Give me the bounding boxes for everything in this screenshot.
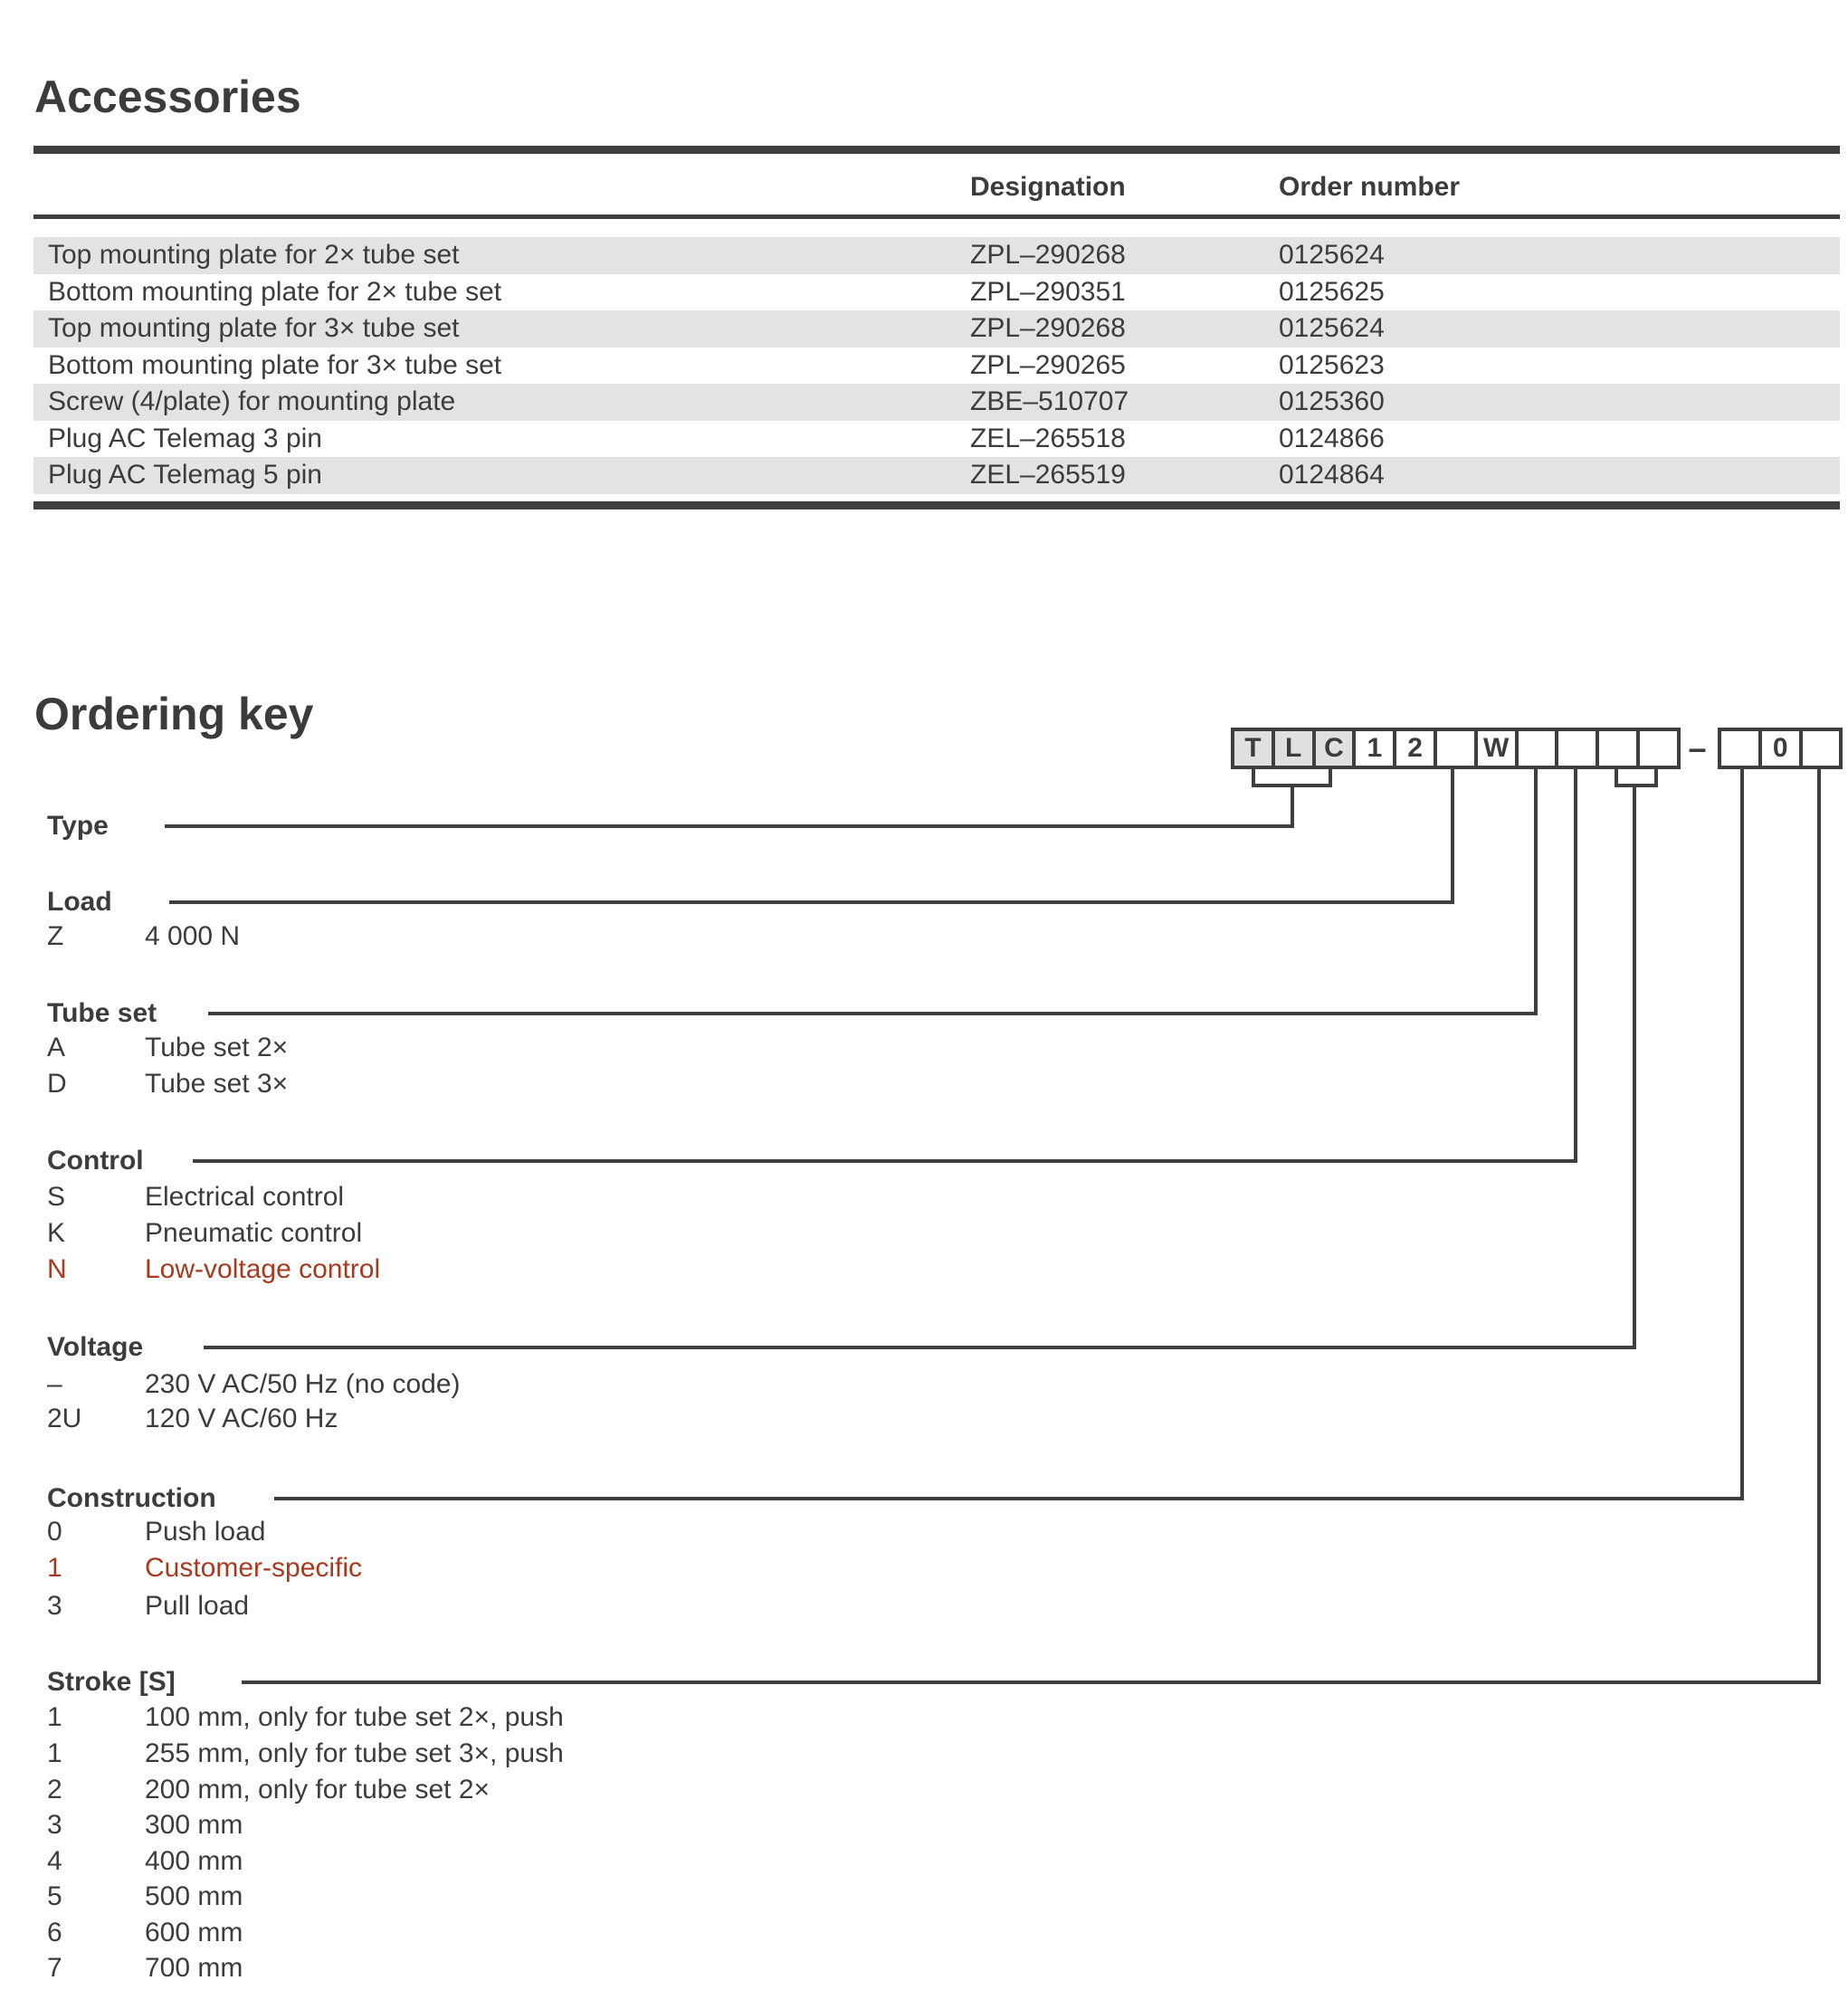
row-designation: ZPL–290268 (970, 313, 1126, 343)
row-designation: ZPL–290268 (970, 240, 1126, 270)
row-order-number: 0125623 (1279, 349, 1385, 380)
table-row (33, 237, 1840, 274)
row-designation: ZEL–265519 (970, 460, 1126, 490)
ordering-key-title: Ordering key (34, 688, 314, 739)
tube-set-leader-line (208, 1012, 1538, 1015)
control-leader-line (193, 1159, 1577, 1163)
load-leader-line (169, 900, 1454, 904)
row-name: Top mounting plate for 2× tube set (48, 240, 460, 270)
stroke-stem (1817, 769, 1821, 1684)
option-text: Push load (145, 1517, 266, 1547)
option-text: 100 mm, only for tube set 2×, push (145, 1702, 564, 1732)
column-header-designation: Designation (970, 172, 1126, 202)
option-code: A (47, 1033, 66, 1062)
row-name: Plug AC Telemag 3 pin (48, 423, 322, 453)
option-code: 4 (47, 1846, 62, 1876)
code-cell: 0 (1758, 728, 1803, 769)
row-order-number: 0125360 (1279, 386, 1385, 416)
option-text: Pull load (145, 1591, 250, 1621)
option-text: Electrical control (145, 1182, 345, 1212)
option-code: 7 (47, 1953, 62, 1983)
code-cell: L (1272, 728, 1316, 769)
section-label-tube-set: Tube set (47, 998, 157, 1028)
option-code: 0 (47, 1517, 62, 1547)
row-name: Plug AC Telemag 5 pin (48, 460, 322, 490)
option-text: Tube set 2× (145, 1033, 289, 1062)
section-label-voltage: Voltage (47, 1332, 144, 1362)
column-header-order-number: Order number (1279, 172, 1461, 202)
option-text: 120 V AC/60 Hz (145, 1404, 338, 1433)
row-designation: ZBE–510707 (970, 386, 1129, 416)
option-text: Tube set 3× (145, 1069, 289, 1099)
option-code: 2U (47, 1404, 82, 1433)
code-cell (1555, 728, 1599, 769)
code-cell: 1 (1352, 728, 1396, 769)
option-code: K (47, 1218, 66, 1248)
code-cell (1434, 728, 1478, 769)
row-designation: ZPL–290351 (970, 276, 1126, 307)
option-code: 3 (47, 1591, 62, 1621)
code-cell (1636, 728, 1681, 769)
section-label-stroke: Stroke [S] (47, 1667, 176, 1697)
option-text-highlighted: Customer-specific (145, 1553, 363, 1583)
option-code: 2 (47, 1775, 62, 1804)
row-order-number: 0124864 (1279, 460, 1385, 490)
option-text: Pneumatic control (145, 1218, 363, 1248)
option-code: Z (47, 921, 64, 951)
option-code: 1 (47, 1738, 62, 1768)
type-leader-line (165, 824, 1294, 828)
stroke-leader-line (242, 1681, 1821, 1684)
load-stem (1451, 769, 1454, 904)
table-row (33, 421, 1840, 458)
row-order-number: 0125624 (1279, 240, 1385, 270)
option-text: 700 mm (145, 1953, 243, 1983)
voltage-bracket-bottom (1615, 784, 1658, 787)
option-text: 200 mm, only for tube set 2× (145, 1775, 491, 1804)
row-name: Bottom mounting plate for 3× tube set (48, 349, 502, 380)
code-box-group-2 (1718, 728, 1843, 769)
code-box-group-1 (1231, 728, 1681, 769)
code-cell (1718, 728, 1762, 769)
voltage-leader-line (204, 1346, 1636, 1349)
option-text-highlighted: Low-voltage control (145, 1254, 381, 1284)
construction-stem (1740, 769, 1744, 1500)
option-text: 4 000 N (145, 921, 241, 951)
code-cell (1799, 728, 1843, 769)
table-bottom-rule (33, 501, 1840, 509)
option-code: D (47, 1069, 67, 1099)
row-order-number: 0125625 (1279, 276, 1385, 307)
code-cell (1515, 728, 1559, 769)
row-order-number: 0125624 (1279, 313, 1385, 343)
code-cell (1596, 728, 1640, 769)
row-name: Bottom mounting plate for 2× tube set (48, 276, 502, 307)
option-text: 230 V AC/50 Hz (no code) (145, 1369, 461, 1399)
option-text: 300 mm (145, 1810, 243, 1840)
section-label-construction: Construction (47, 1483, 216, 1513)
option-code: 5 (47, 1881, 62, 1911)
code-cell: T (1231, 728, 1275, 769)
option-code: 3 (47, 1810, 62, 1840)
option-code: 1 (47, 1702, 62, 1732)
accessories-title: Accessories (34, 71, 301, 122)
row-name: Top mounting plate for 3× tube set (48, 313, 460, 343)
option-text: 255 mm, only for tube set 3×, push (145, 1738, 564, 1768)
code-cell: 2 (1393, 728, 1437, 769)
table-row (33, 274, 1840, 311)
option-code: 6 (47, 1918, 62, 1947)
option-code: – (47, 1369, 62, 1399)
tube-set-stem (1534, 769, 1538, 1015)
type-stem (1291, 784, 1294, 828)
option-code: S (47, 1182, 66, 1212)
table-row (33, 310, 1840, 348)
section-label-load: Load (47, 887, 112, 917)
row-designation: ZPL–290265 (970, 349, 1126, 380)
voltage-stem (1633, 784, 1636, 1349)
construction-leader-line (274, 1497, 1744, 1500)
table-header-rule (33, 214, 1840, 219)
table-top-rule (33, 146, 1840, 154)
control-stem (1574, 769, 1577, 1163)
table-row (33, 384, 1840, 421)
code-cell: W (1474, 728, 1519, 769)
table-row (33, 348, 1840, 385)
table-row (33, 457, 1840, 494)
section-label-control: Control (47, 1146, 144, 1176)
row-order-number: 0124866 (1279, 423, 1385, 453)
row-name: Screw (4/plate) for mounting plate (48, 386, 456, 416)
row-designation: ZEL–265518 (970, 423, 1126, 453)
code-separator-dash: – (1688, 729, 1707, 766)
section-label-type: Type (47, 811, 109, 841)
option-code-highlighted: 1 (47, 1553, 62, 1583)
option-code-highlighted: N (47, 1254, 67, 1284)
code-cell: C (1312, 728, 1357, 769)
option-text: 400 mm (145, 1846, 243, 1876)
option-text: 600 mm (145, 1918, 243, 1947)
option-text: 500 mm (145, 1881, 243, 1911)
